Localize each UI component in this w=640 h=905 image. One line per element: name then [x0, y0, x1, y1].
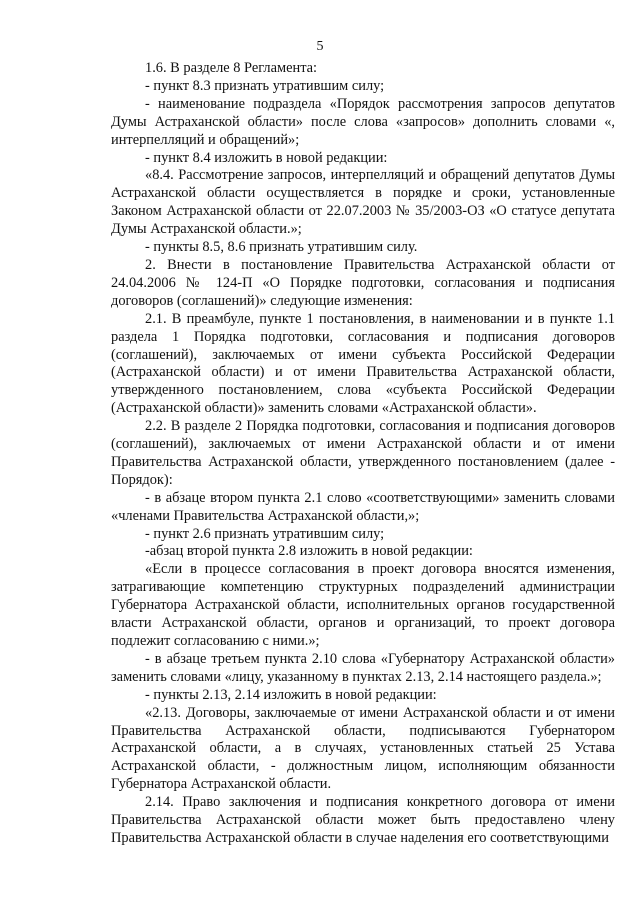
paragraph-1-6: 1.6. В разделе 8 Регламента: [145, 60, 318, 76]
paragraph-2-13-2-14-new-wording: - пункты 2.13, 2.14 изложить в новой редакции: [145, 686, 437, 703]
paragraph-2-6-repeal: - пункт 2.6 признать утратившим силу; [145, 525, 385, 542]
paragraph-2-2: 2.2. В разделе 2 Порядка подготовки, согласования и подписания договоров (соглашений), заключаемых от имени Астраханской области и от имени Правительства Астраханской области, утвержденного постановлением (далее - Порядок): [111, 418, 615, 488]
paragraph-2-10-amend: - в абзаце третьем пункта 2.10 слова «Губернатору Астраханской области» заменить словами «лицу, указанному в пунктах 2.13, 2.14 настоящего раздела.»; [111, 650, 615, 685]
page-number: 5 [316, 39, 324, 54]
paragraph-8-4-text: «8.4. Рассмотрение запросов, интерпелляций и обращений депутатов Думы Астраханской области осуществляется в порядке и сроки, установленные Законом Астраханской области от 22.07.2003 № 35/2003-ОЗ «О статусе депутата Думы Астраханской области.»; [111, 167, 615, 238]
paragraph-2-8-new-wording: -абзац второй пункта 2.8 изложить в новой редакции: [145, 543, 473, 560]
paragraph-2-13-text: «2.13. Договоры, заключаемые от имени Астраханской области и от имени Правительства Астраханской области, подписываются Губернатором Астраханской области, а в случаях, установленных статьей 25 Устава Астраханской области, - должностным лицом, исполняющим обязанности Губернатора Астраханской области. [111, 704, 615, 793]
paragraph-2-14-text: 2.14. Право заключения и подписания конкретного договора от имени Правительства Астраханской области может быть предоставлено члену Правительства Астраханской области в случае наделения его соответствующими [111, 794, 615, 846]
paragraph-2-1-amend: - в абзаце втором пункта 2.1 слово «соответствующими» заменить словами «членами Правительства Астраханской области,»; [111, 489, 615, 524]
paragraph-8-5-8-6-repeal: - пункты 8.5, 8.6 признать утратившим силу. [145, 239, 418, 256]
paragraph-2: 2. Внести в постановление Правительства Астраханской области от 24.04.2006 № 124-П «О Порядке подготовки, согласования и подписания договоров (соглашений)» следующие изменения: [111, 256, 615, 309]
paragraph-8-4-new-wording: - пункт 8.4 изложить в новой редакции: [145, 149, 388, 166]
document-body [111, 60, 615, 848]
paragraph-8-3-repeal: - пункт 8.3 признать утратившим силу; [145, 77, 385, 94]
paragraph-subsection-title-amend: - наименование подраздела «Порядок рассмотрения запросов депутатов Думы Астраханской области» после слова «запросов» дополнить словами «, интерпелляций и обращений»; [111, 95, 615, 148]
paragraph-2-8-text: «Если в процессе согласования в проект договора вносятся изменения, затрагивающие компетенцию структурных подразделений администрации Губернатора Астраханской области, исполнительных органов государственной власти Астраханской области, органов и организаций, то проект договора подлежит согласованию с ними.»; [111, 561, 615, 649]
paragraph-2-1: 2.1. В преамбуле, пункте 1 постановления, в наименовании и в пункте 1.1 раздела 1 Порядка подготовки, согласования и подписания договоров (соглашений), заключаемых от имени субъекта Российской Федерации (Астраханской области) и от имени Правительства Астраханской области, утвержденного постановлением, слова «субъекта Российской Федерации (Астраханской области)» заменить словами «Астраханской области». [111, 310, 615, 417]
